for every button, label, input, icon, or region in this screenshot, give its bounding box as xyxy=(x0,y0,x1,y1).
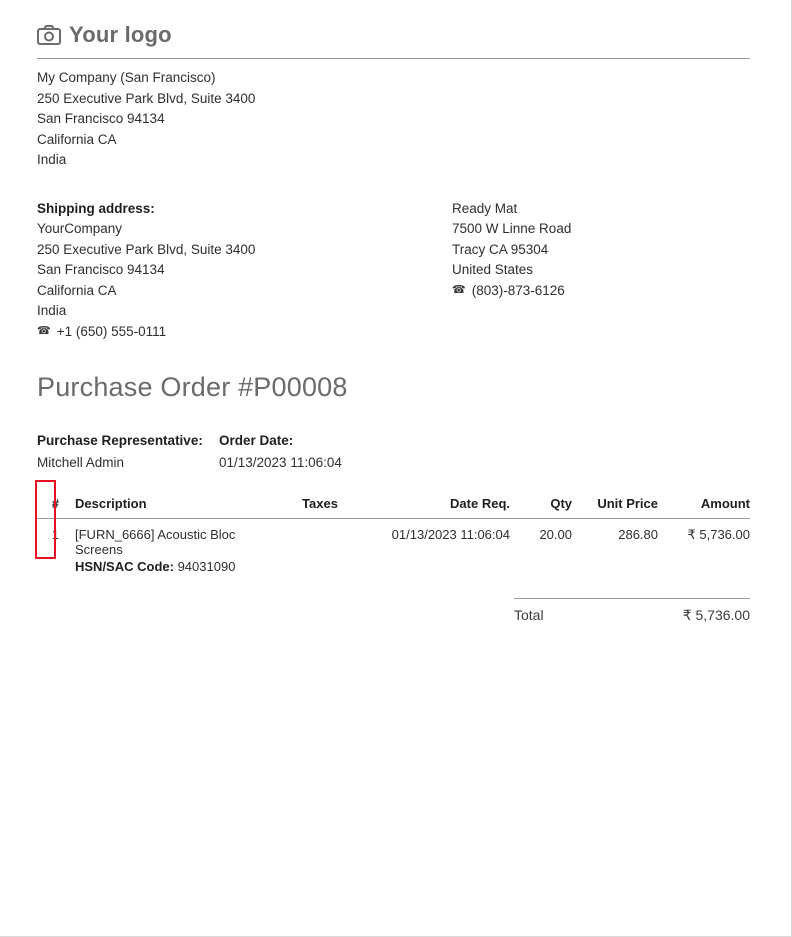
vendor-address-line: 7500 W Linne Road xyxy=(452,221,572,236)
row-description-cell xyxy=(59,519,280,578)
vendor-address-line: Ready Mat xyxy=(452,200,518,216)
row-qty: 20.00 xyxy=(539,527,572,542)
total-value: ₹ 5,736.00 xyxy=(682,607,750,623)
column-header-taxes: Taxes xyxy=(280,496,360,519)
table-header-row xyxy=(37,496,750,519)
column-header-num: # xyxy=(37,496,59,519)
totals-box xyxy=(514,598,750,624)
table-row xyxy=(37,519,750,578)
column-header-description: Description xyxy=(59,496,280,519)
company-address xyxy=(37,68,750,171)
document-content xyxy=(37,18,750,624)
order-lines-table xyxy=(37,496,750,577)
logo-block xyxy=(37,18,750,52)
representative-label: Purchase Representative: xyxy=(37,433,203,448)
total-row xyxy=(514,599,750,624)
shipping-address-line: YourCompany xyxy=(37,221,123,236)
shipping-address-line: San Francisco 94134 xyxy=(37,262,165,277)
row-description: [FURN_6666] Acoustic Bloc Screens xyxy=(75,527,236,557)
row-num: 1 xyxy=(51,527,59,542)
camera-icon xyxy=(37,25,61,45)
shipping-address-line: 250 Executive Park Blvd, Suite 3400 xyxy=(37,241,256,257)
shipping-address-line: California CA xyxy=(37,282,117,298)
row-taxes xyxy=(280,519,360,578)
order-date-block xyxy=(219,431,479,473)
company-address-line: 250 Executive Park Blvd, Suite 3400 xyxy=(37,90,256,106)
order-date-label: Order Date: xyxy=(219,433,294,448)
totals-section xyxy=(37,598,750,624)
row-hsn xyxy=(75,559,280,574)
column-header-date-req: Date Req. xyxy=(360,496,510,519)
column-header-unit-price: Unit Price xyxy=(572,496,658,519)
company-address-line: My Company (San Francisco) xyxy=(37,70,216,85)
phone-icon: ☎ xyxy=(37,325,51,338)
logo-text: Your logo xyxy=(69,22,172,47)
total-label: Total xyxy=(514,607,544,623)
row-hsn-label: HSN/SAC Code: xyxy=(75,559,174,574)
shipping-phone-value: +1 (650) 555-0111 xyxy=(56,323,167,339)
header-divider xyxy=(37,58,750,59)
representative-block xyxy=(37,431,219,473)
order-meta xyxy=(37,431,750,473)
vendor-address-block xyxy=(452,199,742,343)
address-section xyxy=(37,199,750,343)
company-address-line: India xyxy=(37,152,67,167)
company-address-line: California CA xyxy=(37,131,117,147)
vendor-address-line: Tracy CA 95304 xyxy=(452,241,549,257)
vendor-address-line: United States xyxy=(452,262,534,277)
column-header-qty: Qty xyxy=(510,496,572,519)
shipping-address-title: Shipping address: xyxy=(37,200,155,216)
row-unit-price: 286.80 xyxy=(618,527,658,542)
phone-icon: ☎ xyxy=(452,284,466,297)
column-header-amount: Amount xyxy=(658,496,750,519)
representative-value: Mitchell Admin xyxy=(37,455,125,470)
page-title: Purchase Order #P00008 xyxy=(37,372,348,402)
row-amount: ₹ 5,736.00 xyxy=(687,527,750,542)
vendor-phone xyxy=(452,281,742,302)
shipping-address-block xyxy=(37,199,452,343)
row-date-req: 01/13/2023 11:06:04 xyxy=(391,527,510,542)
order-date-value: 01/13/2023 11:06:04 xyxy=(219,455,342,470)
shipping-phone xyxy=(37,322,452,343)
vendor-phone-value: (803)-873-6126 xyxy=(471,282,565,298)
company-address-line: San Francisco 94134 xyxy=(37,111,165,126)
row-hsn-value: 94031090 xyxy=(177,559,236,574)
shipping-address-line: India xyxy=(37,303,67,318)
